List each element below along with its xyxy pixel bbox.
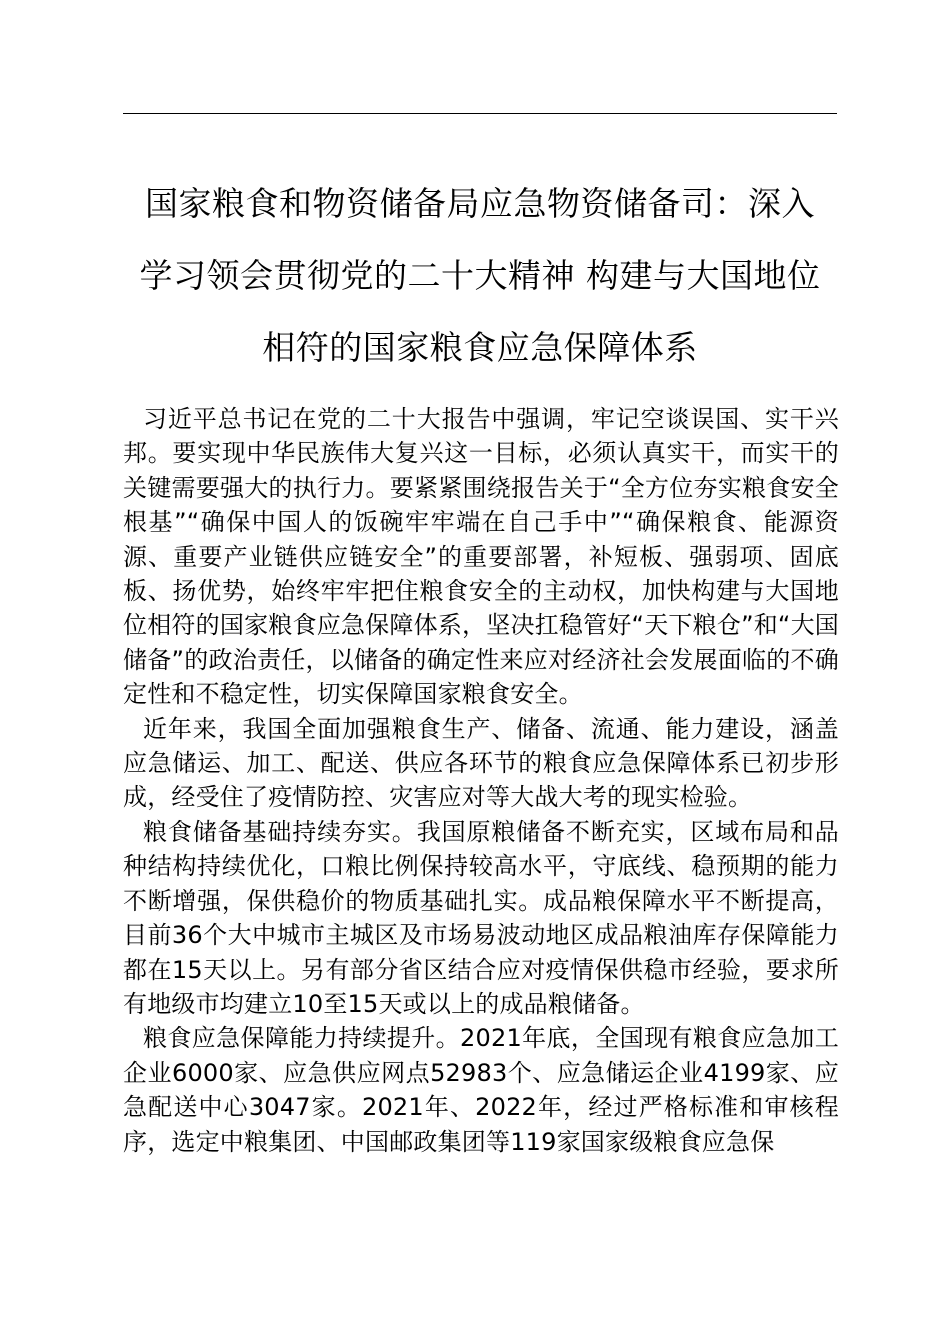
title-line-2: 学习领会贯彻党的二十大精神 构建与大国地位 [139,256,821,295]
paragraph-recent-years: 近年来，我国全面加强粮食生产、储备、流通、能力建设，涵盖应急储运、加工、配送、供应各环节的粮食应急保障体系已初步形成，经受住了疫情防控、灾害应对等大战大考的现实检验。 [123,714,839,812]
paragraph-intro: 习近平总书记在党的二十大报告中强调，牢记空谈误国、实干兴邦。要实现中华民族伟大复兴这一目标，必须认真实干，而实干的关键需要强大的执行力。要紧紧围绕报告关于“全方位夯实粮食安全根基”“确保中国人的饭碗牢牢端在自己手中”“确保粮食、能源资源、重要产业链供应链安全”的重要部署，补短板、强弱项、固底板、扬优势，始终牢牢把住粮食安全的主动权，加快构建与大国地位相符的国家粮食应急保障体系，坚决扛稳管好“天下粮仓”和“大国储备”的政治责任，以储备的确定性来应对经济社会发展面临的不确定性和不稳定性，切实保障国家粮食安全。 [123,405,839,709]
paragraph-emergency-capacity: 粮食应急保障能力持续提升。2021年底，全国现有粮食应急加工企业6000家、应急供应网点52983个、应急储运企业4199家、应急配送中心3047家。2021年、2022年，经过严格标准和审核程序，选定中粮集团、中国邮政集团等119家国家级粮食应急保 [123,1024,839,1156]
document-body [123,402,839,1159]
title-line-1: 国家粮食和物资储备局应急物资储备司：深入 [145,184,815,223]
document-title [110,168,850,384]
paragraph-reserve-foundation: 粮食储备基础持续夯实。我国原粮储备不断充实，区域布局和品种结构持续优化，口粮比例保持较高水平，守底线、稳预期的能力不断增强，保供稳价的物质基础扎实。成品粮保障水平不断提高，目前36个大中城市主城区及市场易波动地区成品粮油库存保障能力都在15天以上。另有部分省区结合应对疫情保供稳市经验，要求所有地级市均建立10至15天或以上的成品粮储备。 [123,817,839,1018]
title-line-3: 相符的国家粮食应急保障体系 [262,328,698,367]
header-rule [123,113,837,114]
